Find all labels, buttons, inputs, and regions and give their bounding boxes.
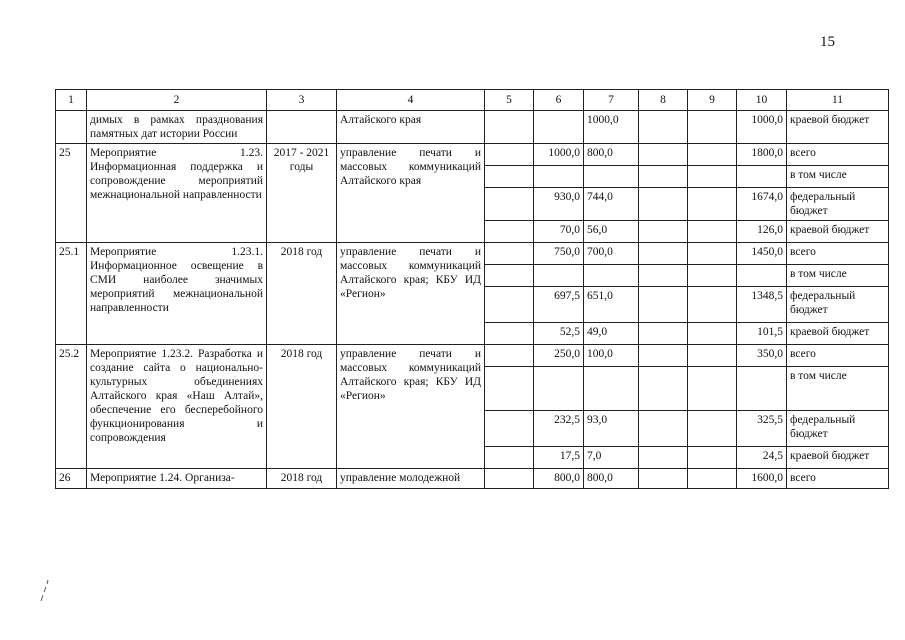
cell-col7: 744,0 bbox=[584, 188, 639, 221]
cell-col10: 101,5 bbox=[737, 323, 787, 345]
cell-period: 2018 год bbox=[267, 345, 337, 469]
cell-col7: 800,0 bbox=[584, 469, 639, 489]
cell-col6: 250,0 bbox=[534, 345, 584, 367]
cell-col9 bbox=[688, 188, 737, 221]
cell-col9 bbox=[688, 144, 737, 166]
cell-col10: 1600,0 bbox=[737, 469, 787, 489]
cell-col8 bbox=[639, 411, 688, 447]
cell-col10: 1800,0 bbox=[737, 144, 787, 166]
header-cell: 6 bbox=[534, 90, 584, 111]
cell-col5 bbox=[485, 166, 534, 188]
cell-funding-source: всего bbox=[787, 144, 889, 166]
cell-col9 bbox=[688, 345, 737, 367]
cell-number bbox=[56, 111, 87, 144]
cell-number: 26 bbox=[56, 469, 87, 489]
cell-col5 bbox=[485, 411, 534, 447]
cell-funding-source: краевой бюджет bbox=[787, 323, 889, 345]
cell-col9 bbox=[688, 447, 737, 469]
table-header-row bbox=[56, 90, 889, 111]
cell-funding-source: в том числе bbox=[787, 166, 889, 188]
table-row bbox=[56, 144, 889, 166]
header-cell: 4 bbox=[337, 90, 485, 111]
cell-col6 bbox=[534, 166, 584, 188]
cell-col5 bbox=[485, 323, 534, 345]
cell-executor: управление печати и массовых коммуникаций Алтайского края; КБУ ИД «Регион» bbox=[337, 243, 485, 345]
cell-col6: 800,0 bbox=[534, 469, 584, 489]
cell-funding-source: краевой бюджет bbox=[787, 447, 889, 469]
cell-funding-source: в том числе bbox=[787, 265, 889, 287]
cell-period: 2018 год bbox=[267, 469, 337, 489]
cell-col5 bbox=[485, 287, 534, 323]
cell-col10: 1348,5 bbox=[737, 287, 787, 323]
cell-measure-name: Мероприятие 1.23. Информационная поддержка и сопровождение мероприятий межнациональной направленности bbox=[87, 144, 267, 243]
cell-col7: 7,0 bbox=[584, 447, 639, 469]
cell-measure-name: Мероприятие 1.24. Организа- bbox=[87, 469, 267, 489]
cell-col8 bbox=[639, 345, 688, 367]
table-row bbox=[56, 111, 889, 144]
cell-col9 bbox=[688, 469, 737, 489]
cell-col10 bbox=[737, 166, 787, 188]
cell-col5 bbox=[485, 144, 534, 166]
cell-executor: управление печати и массовых коммуникаций Алтайского края; КБУ ИД «Регион» bbox=[337, 345, 485, 469]
cell-col7 bbox=[584, 367, 639, 411]
cell-col10: 1000,0 bbox=[737, 111, 787, 144]
cell-funding-source: всего bbox=[787, 469, 889, 489]
cell-funding-source: краевой бюджет bbox=[787, 111, 889, 144]
cell-col8 bbox=[639, 265, 688, 287]
cell-col7: 651,0 bbox=[584, 287, 639, 323]
cell-col10: 24,5 bbox=[737, 447, 787, 469]
cell-col8 bbox=[639, 221, 688, 243]
cell-col6 bbox=[534, 265, 584, 287]
cell-executor: управление молодежной bbox=[337, 469, 485, 489]
cell-col9 bbox=[688, 221, 737, 243]
header-cell: 5 bbox=[485, 90, 534, 111]
cell-col6: 1000,0 bbox=[534, 144, 584, 166]
cell-col8 bbox=[639, 447, 688, 469]
cell-funding-source: всего bbox=[787, 243, 889, 265]
cell-col6 bbox=[534, 367, 584, 411]
cell-col6: 232,5 bbox=[534, 411, 584, 447]
cell-col8 bbox=[639, 144, 688, 166]
header-cell: 11 bbox=[787, 90, 889, 111]
cell-period bbox=[267, 111, 337, 144]
cell-col5 bbox=[485, 111, 534, 144]
cell-col10 bbox=[737, 367, 787, 411]
header-cell: 2 bbox=[87, 90, 267, 111]
cell-col7: 93,0 bbox=[584, 411, 639, 447]
cell-col10: 325,5 bbox=[737, 411, 787, 447]
cell-col6: 17,5 bbox=[534, 447, 584, 469]
cell-funding-source: федеральный бюджет bbox=[787, 411, 889, 447]
header-cell: 8 bbox=[639, 90, 688, 111]
budget-table bbox=[55, 89, 889, 489]
cell-col5 bbox=[485, 367, 534, 411]
header-cell: 7 bbox=[584, 90, 639, 111]
cell-col5 bbox=[485, 221, 534, 243]
cell-col7: 700,0 bbox=[584, 243, 639, 265]
cell-col6: 697,5 bbox=[534, 287, 584, 323]
cell-funding-source: всего bbox=[787, 345, 889, 367]
cell-col8 bbox=[639, 243, 688, 265]
cell-col9 bbox=[688, 243, 737, 265]
cell-col10: 350,0 bbox=[737, 345, 787, 367]
cell-col8 bbox=[639, 323, 688, 345]
table-row bbox=[56, 243, 889, 265]
cell-col5 bbox=[485, 265, 534, 287]
cell-funding-source: федеральный бюджет bbox=[787, 287, 889, 323]
cell-executor: управление печати и массовых коммуникаций Алтайского края bbox=[337, 144, 485, 243]
header-cell: 1 bbox=[56, 90, 87, 111]
cell-number: 25.2 bbox=[56, 345, 87, 469]
cell-col8 bbox=[639, 111, 688, 144]
cell-number: 25 bbox=[56, 144, 87, 243]
cell-col7 bbox=[584, 265, 639, 287]
cell-col9 bbox=[688, 111, 737, 144]
cell-col7: 100,0 bbox=[584, 345, 639, 367]
cell-col8 bbox=[639, 469, 688, 489]
table-row bbox=[56, 469, 889, 489]
cell-col5 bbox=[485, 243, 534, 265]
cell-col6: 750,0 bbox=[534, 243, 584, 265]
cell-col10 bbox=[737, 265, 787, 287]
cell-col8 bbox=[639, 367, 688, 411]
cell-col7: 1000,0 bbox=[584, 111, 639, 144]
cell-measure-name: Мероприятие 1.23.1. Информационное освещение в СМИ наиболее значимых мероприятий межнациональной направленности bbox=[87, 243, 267, 345]
cell-executor: Алтайского края bbox=[337, 111, 485, 144]
header-cell: 3 bbox=[267, 90, 337, 111]
cell-col7 bbox=[584, 166, 639, 188]
cell-col10: 1450,0 bbox=[737, 243, 787, 265]
cell-measure-name: димых в рамках празднования памятных дат истории России bbox=[87, 111, 267, 144]
cell-col6: 70,0 bbox=[534, 221, 584, 243]
table-row bbox=[56, 345, 889, 367]
cell-col9 bbox=[688, 367, 737, 411]
page-number: 15 bbox=[820, 34, 835, 50]
cell-col9 bbox=[688, 411, 737, 447]
cell-col7: 49,0 bbox=[584, 323, 639, 345]
cell-col5 bbox=[485, 188, 534, 221]
cell-col9 bbox=[688, 287, 737, 323]
cell-period: 2018 год bbox=[267, 243, 337, 345]
cell-col6: 52,5 bbox=[534, 323, 584, 345]
cell-period: 2017 - 2021 годы bbox=[267, 144, 337, 243]
cell-col9 bbox=[688, 265, 737, 287]
cell-col8 bbox=[639, 188, 688, 221]
cell-col10: 126,0 bbox=[737, 221, 787, 243]
scan-pen-mark bbox=[38, 578, 52, 604]
cell-funding-source: федеральный бюджет bbox=[787, 188, 889, 221]
cell-col7: 800,0 bbox=[584, 144, 639, 166]
cell-col7: 56,0 bbox=[584, 221, 639, 243]
cell-col8 bbox=[639, 166, 688, 188]
header-cell: 10 bbox=[737, 90, 787, 111]
cell-col5 bbox=[485, 469, 534, 489]
cell-measure-name: Мероприятие 1.23.2. Разработка и создание сайта о национально-культурных объединениях Алтайского края «Наш Алтай», обеспечение его бесперебойного функционирования и сопровождения bbox=[87, 345, 267, 469]
cell-col6: 930,0 bbox=[534, 188, 584, 221]
cell-funding-source: краевой бюджет bbox=[787, 221, 889, 243]
cell-col5 bbox=[485, 345, 534, 367]
cell-col9 bbox=[688, 166, 737, 188]
cell-col5 bbox=[485, 447, 534, 469]
cell-col10: 1674,0 bbox=[737, 188, 787, 221]
header-cell: 9 bbox=[688, 90, 737, 111]
cell-col9 bbox=[688, 323, 737, 345]
cell-col6 bbox=[534, 111, 584, 144]
cell-col8 bbox=[639, 287, 688, 323]
cell-number: 25.1 bbox=[56, 243, 87, 345]
cell-funding-source: в том числе bbox=[787, 367, 889, 411]
